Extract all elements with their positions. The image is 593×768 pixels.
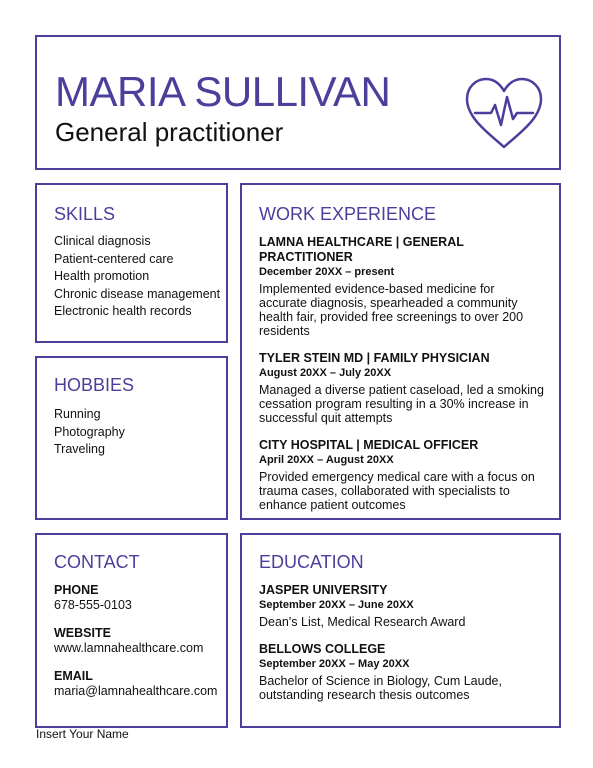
list-item: Running xyxy=(54,407,101,421)
skills-box xyxy=(35,183,228,343)
work-experience-box xyxy=(240,183,561,520)
school-description: Dean's List, Medical Research Award xyxy=(259,615,466,629)
job-heading: CITY HOSPITAL | MEDICAL OFFICER xyxy=(259,438,479,452)
hobbies-title: HOBBIES xyxy=(54,375,135,395)
job-dates: December 20XX – present xyxy=(259,266,395,278)
education-entry xyxy=(259,642,545,702)
hobbies-list xyxy=(54,406,226,459)
website-value: www.lamnahealthcare.com xyxy=(54,641,204,655)
list-item: Patient-centered care xyxy=(54,251,174,266)
job-entry xyxy=(259,351,545,425)
skills-list xyxy=(54,233,226,321)
resume-name: MARIA SULLIVAN xyxy=(55,68,391,115)
education-box xyxy=(240,533,561,728)
email-label: EMAIL xyxy=(54,669,93,683)
contact-box xyxy=(35,533,228,728)
job-description: Implemented evidence-based medicine for accurate diagnosis, spearheaded a community health fair, provided free screenings to over 200 residents xyxy=(259,282,524,338)
education-title: EDUCATION xyxy=(259,552,364,572)
work-experience-title: WORK EXPERIENCE xyxy=(259,204,437,224)
list-item: Health promotion xyxy=(54,269,150,283)
list-item: Clinical diagnosis xyxy=(54,234,151,248)
education-entry xyxy=(259,583,545,629)
job-heading: LAMNA HEALTHCARE | GENERAL PRACTITIONER xyxy=(259,235,464,264)
email-value: maria@lamnahealthcare.com xyxy=(54,684,218,698)
school-dates: September 20XX – June 20XX xyxy=(259,599,414,611)
job-heading: TYLER STEIN MD | FAMILY PHYSICIAN xyxy=(259,351,490,365)
hobbies-box xyxy=(35,356,228,520)
school-name: BELLOWS COLLEGE xyxy=(259,642,386,656)
header-box xyxy=(35,35,561,170)
footer-text: Insert Your Name xyxy=(36,727,129,741)
school-name: JASPER UNIVERSITY xyxy=(259,583,388,597)
job-title: General practitioner xyxy=(55,117,284,147)
list-item: Chronic disease management xyxy=(54,286,221,301)
job-entry xyxy=(259,438,545,512)
school-description: Bachelor of Science in Biology, Cum Laude, outstanding research thesis outcomes xyxy=(259,674,502,702)
job-description: Provided emergency medical care with a focus on trauma cases, collaborated with specialists to enhance patient outcomes xyxy=(259,470,535,512)
website-label: WEBSITE xyxy=(54,626,111,640)
phone-value: 678-555-0103 xyxy=(54,598,132,612)
contact-title: CONTACT xyxy=(54,552,140,572)
job-dates: August 20XX – July 20XX xyxy=(259,367,392,379)
job-dates: April 20XX – August 20XX xyxy=(259,454,394,466)
list-item: Photography xyxy=(54,424,125,439)
list-item: Traveling xyxy=(54,442,105,456)
phone-label: PHONE xyxy=(54,583,99,597)
heart-pulse-icon xyxy=(463,75,545,151)
school-dates: September 20XX – May 20XX xyxy=(259,658,410,670)
list-item: Electronic health records xyxy=(54,304,192,318)
job-entry xyxy=(259,235,545,338)
job-description: Managed a diverse patient caseload, led a smoking cessation program resulting in a 30% increase in successful quit attempts xyxy=(259,383,544,425)
skills-title: SKILLS xyxy=(54,204,116,224)
